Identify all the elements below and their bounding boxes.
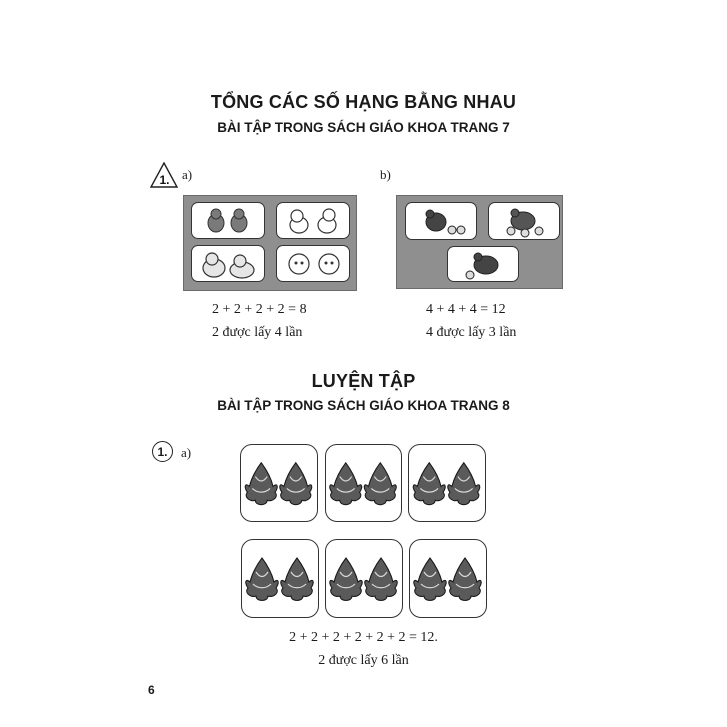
fruit-box	[240, 444, 318, 522]
part-a-label: a)	[182, 167, 193, 182]
dog-card	[191, 202, 265, 239]
dragon-fruit-pair-icon	[241, 445, 316, 520]
chicken-card	[405, 202, 477, 240]
equation-b: 4 + 4 + 4 = 12	[426, 302, 506, 317]
dragon-fruit-pair-icon	[326, 540, 401, 616]
caption-a: 2 được lấy 4 lần	[212, 325, 303, 340]
caption-b: 4 được lấy 3 lần	[426, 325, 517, 340]
caption-fruit: 2 được lấy 6 lần	[318, 653, 409, 668]
section-subtitle: BÀI TẬP TRONG SÁCH GIÁO KHOA TRANG 8	[217, 398, 510, 413]
part-a-label: a)	[181, 445, 192, 460]
dog-card	[276, 202, 350, 239]
chicken-group-icon	[448, 247, 520, 283]
chicken-card	[488, 202, 560, 240]
dog-card	[276, 245, 350, 282]
chickens-panel	[396, 195, 563, 289]
section-title: TỔNG CÁC SỐ HẠNG BẰNG NHAU	[210, 92, 517, 112]
dog-pair-icon	[192, 203, 266, 240]
dog-pair-icon	[192, 246, 266, 283]
triangle-number-icon	[150, 162, 178, 188]
dragon-fruit-pair-icon	[242, 540, 317, 616]
dragon-fruit-pair-icon	[326, 445, 400, 520]
chicken-group-icon	[489, 203, 561, 241]
fruit-box	[325, 539, 403, 618]
page-number: 6	[148, 683, 155, 697]
fruit-box	[409, 539, 487, 618]
fruit-box	[241, 539, 319, 618]
dogs-panel	[183, 195, 357, 291]
chicken-card	[447, 246, 519, 282]
circle-number-icon: 1.	[152, 441, 173, 462]
exercise-number: 1.	[159, 173, 170, 187]
dragon-fruit-pair-icon	[410, 540, 485, 616]
equation-a: 2 + 2 + 2 + 2 = 8	[212, 302, 307, 317]
section-subtitle: BÀI TẬP TRONG SÁCH GIÁO KHOA TRANG 7	[217, 120, 510, 135]
section-title: LUYỆN TẬP	[311, 371, 416, 391]
dragon-fruit-pair-icon	[409, 445, 484, 520]
equation-fruit: 2 + 2 + 2 + 2 + 2 + 2 = 12.	[289, 630, 438, 645]
fruit-box	[408, 444, 486, 522]
part-b-label: b)	[380, 167, 391, 182]
dog-pair-icon	[277, 203, 351, 240]
dog-pair-icon	[277, 246, 351, 283]
dog-card	[191, 245, 265, 282]
chicken-group-icon	[406, 203, 478, 241]
fruit-box	[325, 444, 402, 522]
